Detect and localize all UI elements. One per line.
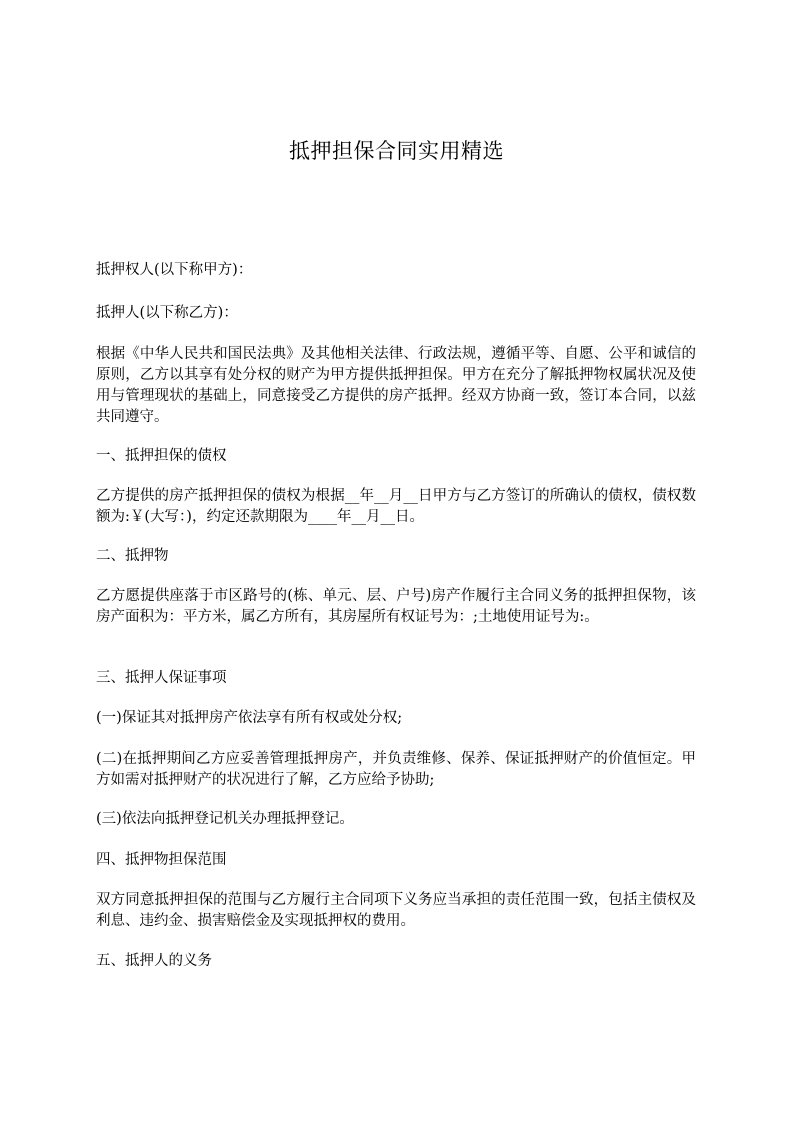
section-heading-1: 一、抵押担保的债权 xyxy=(96,448,227,464)
document-title: 抵押担保合同实用精选 xyxy=(289,139,504,163)
guarantee-item-1: (一)保证其对抵押房产依法享有所有权或处分权; xyxy=(96,710,403,726)
preamble-paragraph: 根据《中华人民共和国民法典》及其他相关法律、行政法规，遵循平等、自愿、公平和诚信的原则，乙方以其享有处分权的财产为甲方提供抵押担保。甲方在充分了解抵押物权属状况及使用与管理现状的基础上，同意接受乙方提供的房产抵押。经双方协商一致，签订本合同，以兹共同遵守。 xyxy=(96,346,696,425)
party-a-line: 抵押权人(以下称甲方)： xyxy=(96,262,253,278)
section-1-paragraph: 乙方提供的房产抵押担保的债权为根据__年__月__日甲方与乙方签订的所确认的债权，债权数额为:￥(大写：)，约定还款期限为____年__月__日。 xyxy=(96,488,696,525)
party-b-line: 抵押人(以下称乙方)： xyxy=(96,305,238,321)
section-heading-2: 二、抵押物 xyxy=(96,548,169,564)
section-4-paragraph: 双方同意抵押担保的范围与乙方履行主合同项下义务应当承担的责任范围一致，包括主债权及利息、违约金、损害赔偿金及实现抵押权的费用。 xyxy=(96,892,696,929)
section-heading-4: 四、抵押物担保范围 xyxy=(96,852,227,868)
guarantee-item-2: (二)在抵押期间乙方应妥善管理抵押房产，并负责维修、保养、保证抵押财产的价值恒定。甲方如需对抵押财产的状况进行了解，乙方应给予协助; xyxy=(96,751,696,788)
guarantee-item-3: (三)依法向抵押登记机关办理抵押登记。 xyxy=(96,811,354,827)
section-heading-5: 五、抵押人的义务 xyxy=(96,953,212,969)
section-heading-3: 三、抵押人保证事项 xyxy=(96,670,227,686)
section-2-paragraph: 乙方愿提供座落于市区路号的(栋、单元、层、户号)房产作履行主合同义务的抵押担保物，该房产面积为：平方米，属乙方所有，其房屋所有权证号为：;土地使用证号为:。 xyxy=(96,588,696,625)
